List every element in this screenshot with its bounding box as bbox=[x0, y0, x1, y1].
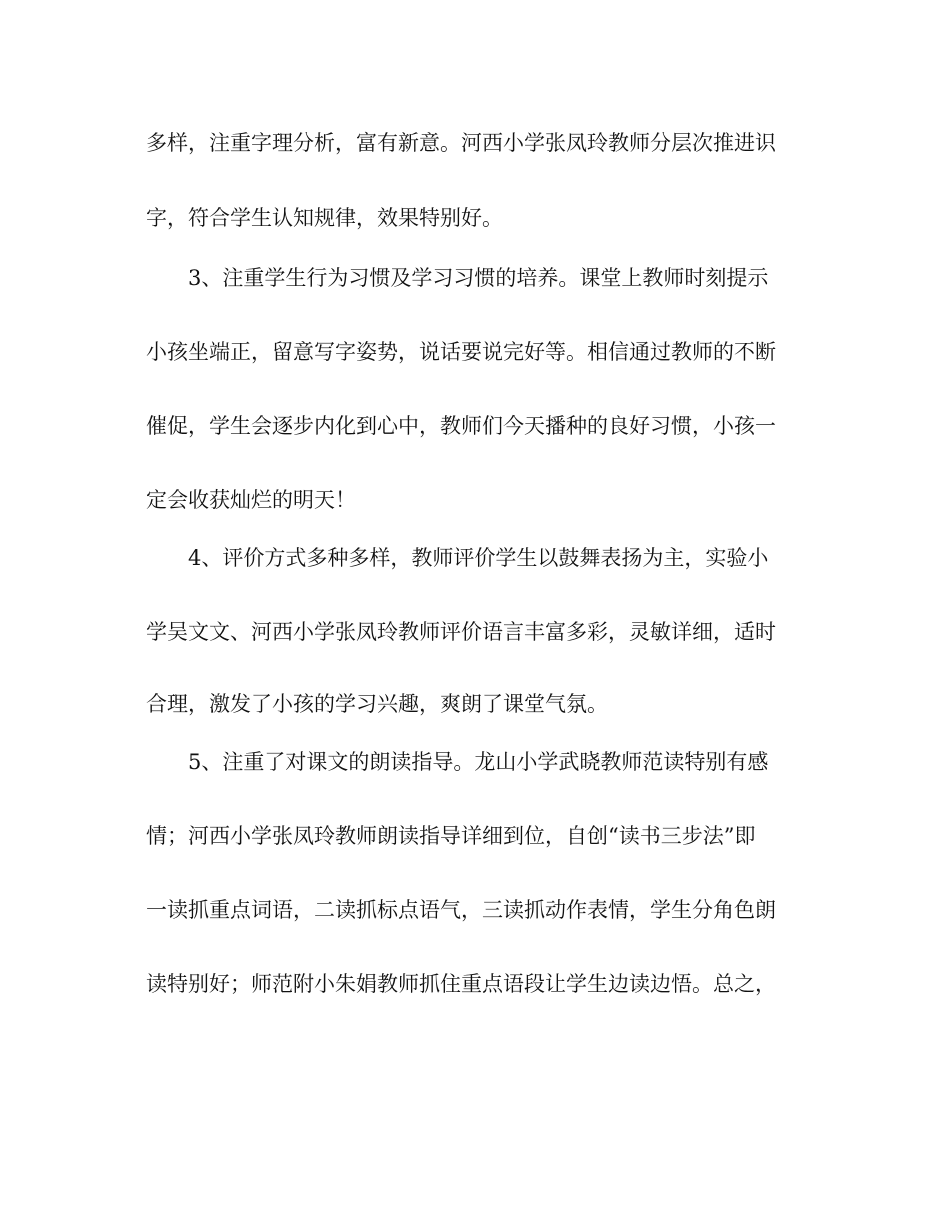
text-line: 5、注重了对课文的朗读指导。龙山小学武晓教师范读特别有感 bbox=[188, 750, 769, 774]
text-line: 催促，学生会逐步内化到心中，教师们今天播种的良好习惯，小孩一 bbox=[146, 414, 776, 438]
text-line: 3、注重学生行为习惯及学习习惯的培养。课堂上教师时刻提示 bbox=[188, 266, 769, 290]
text-line: 学吴文文、河西小学张凤玲教师评价语言丰富多彩，灵敏详细，适时 bbox=[146, 620, 776, 644]
text-line: 读特别好；师范附小朱娟教师抓住重点语段让学生边读边悟。总之， bbox=[146, 972, 776, 996]
text-line: 4、评价方式多种多样，教师评价学生以鼓舞表扬为主，实验小 bbox=[188, 546, 769, 570]
text-line: 定会收获灿烂的明天！ bbox=[146, 488, 356, 512]
text-line: 多样，注重字理分析，富有新意。河西小学张凤玲教师分层次推进识 bbox=[146, 131, 776, 155]
text-line: 小孩坐端正，留意写字姿势，说话要说完好等。相信通过教师的不断 bbox=[146, 340, 776, 364]
text-line: 合理，激发了小孩的学习兴趣，爽朗了课堂气氛。 bbox=[146, 692, 608, 716]
text-line: 情；河西小学张凤玲教师朗读指导详细到位，自创“读书三步法”即 bbox=[146, 824, 756, 848]
text-line: 一读抓重点词语，二读抓标点语气，三读抓动作表情，学生分角色朗 bbox=[146, 898, 776, 922]
text-line: 字，符合学生认知规律，效果特别好。 bbox=[146, 206, 503, 230]
